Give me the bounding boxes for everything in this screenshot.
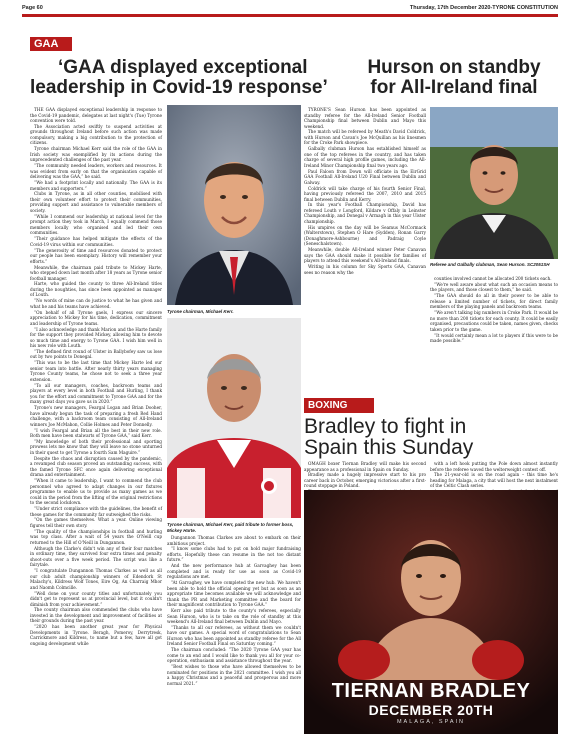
kerr-photo-caption: Tyrone chairman, Michael Kerr. [167, 309, 234, 314]
right-headline-line2: for All-Ireland final [370, 77, 538, 98]
boxing-headline-line2: Spain this Sunday [304, 436, 474, 459]
left-headline-line1: ‘GAA displayed exceptional [58, 57, 308, 78]
boxing-headline [304, 416, 560, 458]
paragraph: with a left hook putting the Pole down almost instantly before the referee waved the welterweight contest off. [430, 461, 558, 472]
issue-date: Thursday, 17th December 2020-TYRONE CONSTITUTION [409, 5, 558, 11]
paragraph: “The generosity of time and resources donated to protect our people has been exemplary. History will remember your efforts.” [30, 247, 162, 264]
kerr-portrait-image [167, 105, 301, 305]
paragraph: “At Garvaghey, we have completed the new hub. We haven't been able to hold the official opening yet but as soon as an appropriate time becomes available we will acknowledge and thank the PR and Marketing committee and the board for their magnificent contribution to Tyrone GAA.” [167, 580, 301, 608]
paragraph: THE GAA displayed exceptional leadership in response to the Covid-19 pandemic, delegates at last night's (Tue) Tyrone convention were told. [30, 107, 162, 123]
paragraph: His umpires on the day will be Seamus McCormack (Walterstown), Stephen O Hare (Sydden), Ronan Garry (Donaghmore-Ashbourne) and Padraig Coyle (Seneschalstown). [304, 224, 426, 247]
paragraph: “I also acknowledge and thank Marion and the Harte family for the support they provided Mickey, allowing him to devote so much time and energy to Tyrone GAA. I wish him well in his new role with Louth. [30, 326, 162, 349]
promo-fighter-name: TIERNAN BRADLEY [331, 680, 531, 702]
header-rule [22, 14, 558, 17]
left-headline [30, 58, 330, 98]
hurson-photo-caption: Referee and Galbally clubman, Sean Hurson. SC2051SH [430, 262, 550, 267]
promo-fight-date: DECEMBER 20TH [368, 702, 494, 718]
paragraph: The chairman concluded: “The 2020 Tyrone GAA year has come to an end and I would like to thank you all for your co-operation, enthusiasm and assistance throughout the year. [167, 647, 301, 664]
harte-photo-caption: Tyrone chairman, Michael Kerr, paid tribute to former boss, Mickey Harte. [167, 522, 294, 533]
paragraph: “Under strict compliance with the guidelines, the benefit of these games for the community far outweighed the risks. [30, 506, 162, 517]
boxing-tag: BOXING [304, 398, 374, 413]
paragraph: “We aren't talking big numbers in Croke Park. It would be no more than 200 tickets for each county. It could be easily organised, precautions could be taken, names given, checks taken prior to the game. [430, 310, 558, 332]
paragraph: In this year's Football Championship, David has refereed Louth v Longford, Kildare v Offaly in Leinster Championship, and Donegal v Armagh in this year Ulster championship. [304, 202, 426, 224]
paragraph: Bradley made a hugely impressive start to his pro career back in October, emerging victorious after a first-round stoppage in Poland. [304, 472, 426, 489]
paragraph: Tyrone chairman Michael Kerr said the role of the GAA in Irish society was exemplified by its actions during the unprecedented challenges of the past year. [30, 146, 162, 163]
paragraph: “We had a footprint locally and nationally. The GAA is its members and supporters.” [30, 180, 162, 191]
section-tag: GAA [30, 37, 72, 51]
paragraph: “The defined first round of Ulster in Ballybofey saw us lose out by two points to Donegal. [30, 348, 162, 360]
paragraph: “While I commend our leadership at national level for the prompt action they took in March, I equally commend those members locally who organised and led their own communities. [30, 213, 162, 236]
paragraph: “Best wishes to those who have allowed themselves to be nominated for positions in the 2021 committee. I wish you all a happy Christmas and a peaceful and prosperous and more normal 2021.” [167, 664, 301, 686]
left-story-col2 [167, 535, 301, 733]
paragraph: “I wish Feargal and Brian all the best in their new role. Both men have been stalwarts of Tyrone GAA,” said Kerr. [30, 427, 162, 439]
paragraph: “The community needed leaders, workers and resources. It was evident from early on that the organisation capable of delivering was the GAA,” he said. [30, 163, 162, 180]
right-story-col2 [430, 276, 558, 394]
paragraph: “2020 has been another great year for Physical Developments in Tyrone. Beragh, Pomeroy, Derrytresk, Carrickmore and Kildress, to name but a few, have all got ongoing development while [30, 624, 162, 646]
boxing-col1 [304, 461, 426, 489]
paragraph: “This was to be the last time that Mickey Harte led our senior team into battle. After nearly thirty years managing Tyrone County teams, he chose not to seek a three year extension. [30, 360, 162, 382]
paragraph: “It would certainly mean a lot to players if this were to be made possible.” [430, 332, 558, 344]
paragraph: “On behalf of all Tyrone gaels, I express our sincere appreciation to Mickey for his time, dedication, commitment and leadership of Tyrone teams. [30, 309, 162, 326]
paragraph: “My knowledge of both their professional and sporting prowess lets me know that they will leave no stone unturned in their quest to get Tyrone a fourth Sam Maguire.” [30, 438, 162, 455]
paragraph: The county chairman also commended the clubs who have invested in the development and improvement of facilities at their grounds during the past year. [30, 607, 162, 624]
paragraph: “Their guidance has helped mitigate the effects of the Covid-19 virus within our communities. [30, 236, 162, 247]
kerr-photo [167, 105, 301, 305]
right-story-col1 [304, 107, 426, 395]
hurson-photo [430, 107, 558, 259]
left-headline-line2: leadership in Covid-19 response’ [30, 77, 328, 98]
paragraph: Writing in his column for Sky Sports GAA, Canavan sees no reason why the [304, 264, 426, 275]
paragraph: The Association acted swiftly to suspend activities at grounds throughout Ireland before such action was made compulsory, making a big contribution to the protection of citizens. [30, 123, 162, 146]
paragraph: Coldrick will take charge of his fourth Senior Final, having previously refereed the 2007, 2010 and 2015 final between Dublin and Kerry. [304, 185, 426, 202]
paragraph: counties involved cannot be allocated 200 tickets each. [434, 276, 552, 281]
hurson-portrait-image [430, 107, 558, 259]
boxing-headline-line1: Bradley to fight in [304, 415, 467, 438]
promo-fight-location: MALAGA, SPAIN [396, 719, 466, 725]
paragraph: Galbally clubman Hurson has established himself as one of the top referees in the country, and has taken charge of several high profile games, including the All-Ireland Minor Championship final two years ago. [304, 146, 426, 168]
paragraph: Tyrone's new managers, Feargal Logan and Brian Dooher, have already begun the task of preparing a fresh Red Hand challenge, with a backroom team consisting of All-Ireland winners Joe McMahon, Collie Holmes and Peter Donnelly. [30, 405, 162, 427]
paragraph: OMAGH boxer Tiernan Bradley will make his second appearance as a professional in Spain on Sunday. [304, 461, 426, 472]
paragraph: The 21-year-old is on the road again – this time he's heading for Malaga, a city that will host the next instalment of the Celtic Clash series. [430, 472, 558, 489]
harte-portrait-image [167, 318, 301, 518]
paragraph: “We're well aware about what such an occasion means to the players, and those closest to them,” he said. [430, 281, 558, 293]
paragraph: “On the games themselves. What a year. Online viewing figures tell their own story. [30, 517, 162, 528]
page-number: Page 60 [22, 5, 43, 11]
paragraph: Clubs in Tyrone, as in all other counties, mobilised with their own volunteer effort to protect their communities, providing support and assistance to vulnerable members of society. [30, 191, 162, 213]
paragraph: Although the Clarke's didn't win any of their four matches in ordinary time, they survived four extra times and penalty shoot-outs over a five week period. The script was like a fairytale. [30, 545, 162, 568]
paragraph: “No words of mine can do justice to what he has given and what he and his teams have achieved. [30, 298, 162, 309]
paragraph: “Well done on your county titles and unfortunately you didn't get to represent us at provincial level, but it couldn't diminish from your achievement.” [30, 590, 162, 607]
paragraph: Meanwhile, the chairman paid tribute to Mickey Harte, who stepped down last month after 18 years as Tyrone senior football manager. [30, 264, 162, 281]
paragraph: “I know some clubs had to put on hold major fundraising efforts. Hopefully these can resume in the not too distant future.” [167, 546, 301, 563]
paragraph: Despite the chaos and disruption caused by the pandemic, a revamped club season proved an outstanding success, with the famed Tyrone SFC once again delivering exceptional drama and entertainment. [30, 455, 162, 478]
harte-photo [167, 318, 301, 518]
page-header [22, 3, 558, 13]
paragraph: And the new performance hub at Garvaghey has been completed and is ready for use as soon as Covid-19 regulations are met. [167, 563, 301, 580]
paragraph: Dungannon Thomas Clarkes are about to embark on their ambitious project. [167, 535, 301, 546]
left-story-col1 [30, 107, 162, 733]
paragraph: TYRONE'S Sean Hurson has been appointed as standby referee for the All-Ireland Senior Football Championship final between Dublin and Mayo this weekend. [304, 107, 426, 129]
paragraph: Harte, who guided the county to three All-Ireland titles during the noughties, has since been appointed as manager of Louth. [30, 281, 162, 298]
paragraph: Meanwhile, double All-Ireland winner Peter Canavan says the GAA should make it possible for families of players to attend this weekend's All-Ireland finals. [304, 247, 426, 264]
paragraph: “To all our managers, coaches, backroom teams and players at every level in both Football and Hurling, I thank you for the effort and commitment to Tyrone GAA and for the many great days you gave us in 2020.” [30, 382, 162, 405]
boxing-col2 [430, 461, 558, 489]
paragraph: “The quality of the championships in football and hurling was top class. After a wait of 54 years the O'Neill cup returned to the Hill of O'Neill in Dungannon. [30, 528, 162, 545]
paragraph: “I congratulate Dungannon Thomas Clarkes as well as all our club adult championship winners of Edendork St Malachy's, Kildress Wolf Tones, Eire Og, An Charraig Mhor and Naomh Colmcille. [30, 568, 162, 590]
paragraph: “When it came to leadership, I want to commend the club personnel who agreed to adapt changes in our fixtures programme to enable us to provide as many games as we could in the period from the lifting of the original restrictions to the second lockdown. [30, 478, 162, 506]
bradley-promo-poster [304, 490, 558, 734]
right-headline-line1: Hurson on standby [367, 57, 541, 78]
paragraph: “The GAA should do all in their power to be able to release a limited number of tickets, for direct family members of the playing panels and backroom teams. [430, 293, 558, 310]
right-headline [348, 58, 560, 98]
paragraph: Kerr also paid tribute to the county's referees, especially Sean Hurson, who is to take on the role of standby at this weekend's All-Ireland final between Dublin and Mayo. [167, 608, 301, 625]
paragraph: “Thanks to all our referees, as without them we couldn't have our games. A special word of congratulations to Sean Hurson who has been appointed as standby referee for the All Ireland Senior Football Final on Saturday coming.” [167, 624, 301, 647]
paragraph: The match will be refereed by Meath's David Coldrick, with Hurson and Cavan's Joe McQuillan as his linesmen for the Croke Park showpiece. [304, 129, 426, 146]
paragraph: Paul Faloon from Down will officiate in the EirGrid GAA Football All-Ireland U20 Final between Dublin and Galway. [304, 168, 426, 185]
